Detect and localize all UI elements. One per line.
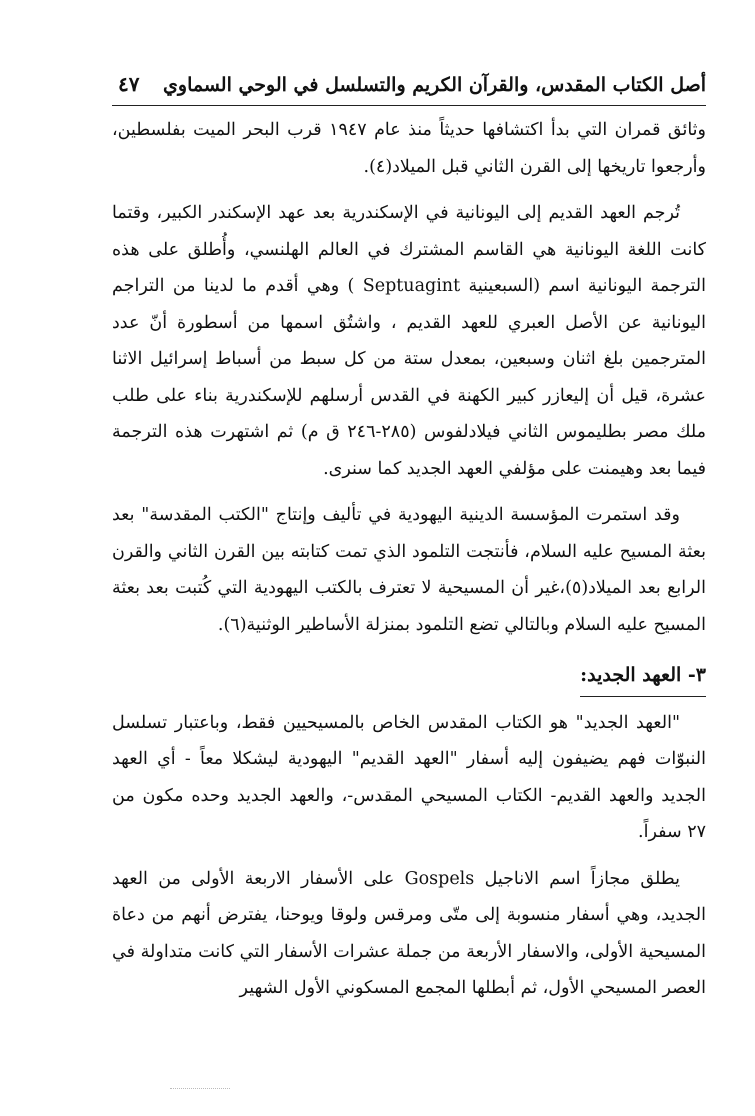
footer-scan-mark bbox=[170, 1088, 230, 1091]
header-divider bbox=[112, 105, 706, 106]
running-header-title: أصل الكتاب المقدس، والقرآن الكريم والتسلسل في الوحي السماوي bbox=[163, 74, 706, 96]
page-number: ٤٧ bbox=[118, 72, 140, 96]
paragraph-septuagint: تُرجم العهد القديم إلى اليونانية في الإسكندرية بعد عهد الإسكندر الكبير، وقتما كانت اللغة اليونانية هي القاسم المشترك في العالم الهلنسي، وأُطلق على هذه الترجمة اليونانية اسم (السبعينية Septuagint ) وهي أقدم ما لدينا من التراجم اليونانية عن الأصل العبري للعهد القديم ، واشتُق اسمها من أسطورة أنّ عدد المترجمين بلغ اثنان وسبعين، بمعدل ستة من كل سبط من أسباط إسرائيل الاثنا عشرة، قيل أن إليعازر كبير الكهنة في القدس أرسلهم للإسكندرية بناء على طلب ملك مصر بطليموس الثاني فيلادلفوس (٢٨٥-٢٤٦ ق م) ثم اشتهرت هذه الترجمة فيما بعد وهيمنت على مؤلفي العهد الجديد كما سنرى. bbox=[112, 203, 706, 479]
section-heading-text: ٣- العهد الجديد: bbox=[580, 657, 706, 697]
section-heading bbox=[112, 657, 706, 697]
running-header bbox=[112, 66, 706, 106]
paragraph-gospels: يطلق مجازاً اسم الاناجيل Gospels على الأسفار الاربعة الأولى من العهد الجديد، وهي أسفار منسوبة إلى متّى ومرقس ولوقا ويوحنا، يفترض أنهم من دعاة المسيحية الأولى، والاسفار الأربعة من جملة عشرات الأسفار التي كانت متداولة في العصر المسيحي الأول، ثم أبطلها المجمع المسكوني الأول الشهير bbox=[112, 868, 706, 998]
page-body bbox=[112, 112, 706, 1007]
paragraph-qumran: وثائق قمران التي بدأ اكتشافها حديثاً منذ عام ١٩٤٧ قرب البحر الميت بفلسطين، وأرجعوا تاريخها إلى القرن الثاني قبل الميلاد(٤). bbox=[112, 120, 706, 177]
paragraph-talmud: وقد استمرت المؤسسة الدينية اليهودية في تأليف وإنتاج "الكتب المقدسة" بعد بعثة المسيح عليه السلام، فأنتجت التلمود الذي تمت كتابته بين القرن الثاني والقرن الرابع بعد الميلاد(٥)،غير أن المسيحية لا تعترف بالكتب اليهودية التي كُتبت بعد بعثة المسيح عليه السلام وبالتالي تضع التلمود بمنزلة الأساطير الوثنية(٦). bbox=[112, 505, 706, 635]
paragraph-new-testament: "العهد الجديد" هو الكتاب المقدس الخاص بالمسيحيين فقط، وباعتبار تسلسل النبوّات فهم يضيفون إليه أسفار "العهد القديم" اليهودية ليشكلا معاً - أي العهد الجديد والعهد القديم- الكتاب المسيحي المقدس-، والعهد الجديد وحده مكون من ٢٧ سفراً. bbox=[112, 712, 706, 842]
